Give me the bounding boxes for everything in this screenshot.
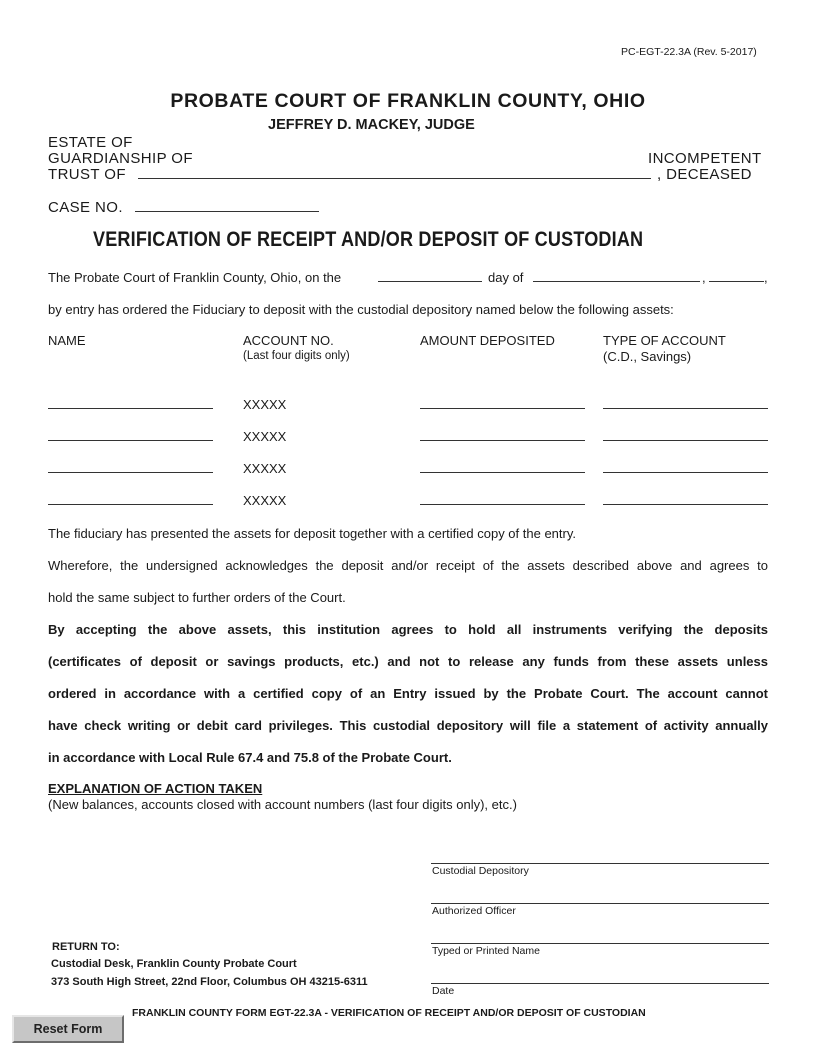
custodial-depository-line <box>431 863 769 864</box>
case-no-field[interactable] <box>137 195 317 213</box>
return-to-title: RETURN TO: <box>52 941 120 953</box>
row-type-field[interactable] <box>604 424 767 442</box>
row-name-field[interactable] <box>49 424 212 442</box>
explanation-field[interactable] <box>48 815 422 934</box>
institution-terms-line-2: (certificates of deposit or savings products, etc.) and not to release any funds from these assets unless <box>48 654 768 669</box>
row-account-prefix: XXXXX <box>243 397 287 412</box>
institution-terms-line-3: ordered in accordance with a certified copy of an Entry issued by the Probate Court. The account cannot <box>48 686 768 701</box>
wherefore-line-2: hold the same subject to further orders of the Court. <box>48 590 346 605</box>
col-account-no-sub: (Last four digits only) <box>243 350 350 362</box>
year-field[interactable] <box>711 265 762 283</box>
trust-of-label: TRUST OF <box>48 166 126 183</box>
row-amount-field[interactable] <box>421 456 584 474</box>
col-amount: AMOUNT DEPOSITED <box>420 333 555 348</box>
explanation-title: EXPLANATION OF ACTION TAKEN <box>48 781 263 796</box>
row-account-field[interactable] <box>293 392 393 410</box>
return-to-line-1: Custodial Desk, Franklin County Probate Court <box>51 958 297 970</box>
authorized-officer-field[interactable] <box>433 885 767 903</box>
typed-name-line <box>431 943 769 944</box>
row-name-field[interactable] <box>49 488 212 506</box>
return-to-line-2: 373 South High Street, 22nd Floor, Columbus OH 43215-6311 <box>51 976 368 988</box>
row-account-prefix: XXXXX <box>243 493 287 508</box>
row-amount-field[interactable] <box>421 488 584 506</box>
institution-terms-line-4: have check writing or debit card privileges. This custodial depository will file a statement of activity annually <box>48 718 768 733</box>
order-text: by entry has ordered the Fiduciary to deposit with the custodial depository named below the following assets: <box>48 302 674 317</box>
col-name: NAME <box>48 333 86 348</box>
row-amount-field[interactable] <box>421 392 584 410</box>
col-type-sub: (C.D., Savings) <box>603 349 692 364</box>
institution-terms-line-5: in accordance with Local Rule 67.4 and 75.8 of the Probate Court. <box>48 750 452 765</box>
reset-form-button[interactable]: Reset Form <box>12 1015 124 1043</box>
presented-text: The fiduciary has presented the assets for deposit together with a certified copy of the entry. <box>48 526 576 541</box>
row-account-field[interactable] <box>293 456 393 474</box>
name-field[interactable] <box>140 162 649 180</box>
typed-name-field[interactable] <box>433 925 767 943</box>
form-code: PC-EGT-22.3A (Rev. 5-2017) <box>621 46 757 58</box>
wherefore-line-1: Wherefore, the undersigned acknowledges the deposit and/or receipt of the assets described above and agrees to <box>48 558 768 573</box>
judge-name: JEFFREY D. MACKEY, JUDGE <box>268 117 475 133</box>
row-account-prefix: XXXXX <box>243 461 287 476</box>
guardianship-of-label: GUARDIANSHIP OF <box>48 150 193 167</box>
date-field[interactable] <box>433 965 767 983</box>
custodial-depository-label: Custodial Depository <box>432 865 529 877</box>
month-field[interactable] <box>535 265 698 283</box>
intro-text-2: day of <box>488 270 524 285</box>
date-line <box>431 983 769 984</box>
estate-of-label: ESTATE OF <box>48 134 133 151</box>
day-field[interactable] <box>380 265 480 283</box>
intro-comma-2: , <box>764 270 768 285</box>
row-account-field[interactable] <box>293 488 393 506</box>
incompetent-label: INCOMPETENT <box>648 150 762 167</box>
row-type-field[interactable] <box>604 456 767 474</box>
case-no-label: CASE NO. <box>48 199 123 216</box>
col-account-no: ACCOUNT NO. <box>243 333 334 348</box>
intro-comma-1: , <box>702 270 706 285</box>
intro-text-1: The Probate Court of Franklin County, Ohio, on the <box>48 270 342 285</box>
row-type-field[interactable] <box>604 488 767 506</box>
row-name-field[interactable] <box>49 456 212 474</box>
col-type: TYPE OF ACCOUNT <box>603 333 726 348</box>
institution-terms-line-1: By accepting the above assets, this institution agrees to hold all instruments verifying the deposits <box>48 622 768 637</box>
row-name-field[interactable] <box>49 392 212 410</box>
deceased-label: , DECEASED <box>657 166 752 183</box>
typed-name-label: Typed or Printed Name <box>432 945 540 957</box>
authorized-officer-line <box>431 903 769 904</box>
custodial-depository-field[interactable] <box>433 845 767 863</box>
authorized-officer-label: Authorized Officer <box>432 905 516 917</box>
explanation-subtitle: (New balances, accounts closed with account numbers (last four digits only), etc.) <box>48 797 517 812</box>
row-type-field[interactable] <box>604 392 767 410</box>
document-title: VERIFICATION OF RECEIPT AND/OR DEPOSIT OF CUSTODIAN <box>93 228 644 251</box>
row-account-field[interactable] <box>293 424 393 442</box>
row-account-prefix: XXXXX <box>243 429 287 444</box>
footer-form-name: FRANKLIN COUNTY FORM EGT-22.3A - VERIFICATION OF RECEIPT AND/OR DEPOSIT OF CUSTODIAN <box>132 1007 646 1019</box>
court-title: PROBATE COURT OF FRANKLIN COUNTY, OHIO <box>170 90 646 112</box>
row-amount-field[interactable] <box>421 424 584 442</box>
date-label: Date <box>432 985 455 997</box>
